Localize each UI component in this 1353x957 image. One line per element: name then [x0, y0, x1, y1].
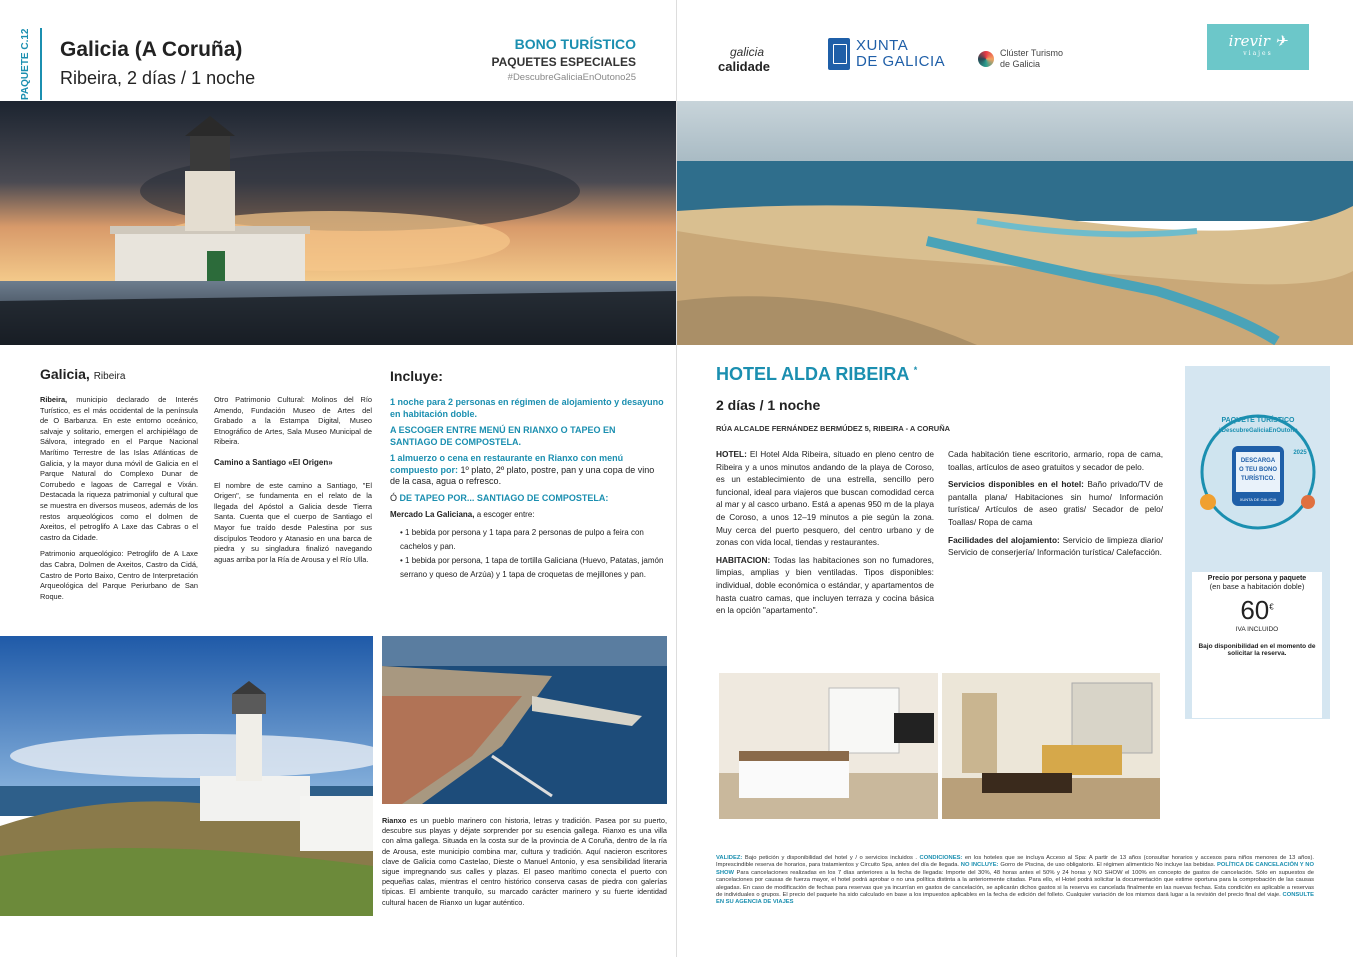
side-bar [40, 28, 42, 100]
price-amount: 60€ [1240, 595, 1274, 625]
terms-footer: VALIDEZ: Bajo petición y disponibilidad del hotel y / o servicios incluidos . CONDICIONES: en los hoteles que se incluya Acceso al Spa: A partir de 13 años (consultar horarios y accesos para niños menores de 13 años). Imprescindible reserva de horarios, para tratamientos y Circuito Spa, antes del día de llegada. NO INCLUYE: Gorro de Piscina, de uso obligatorio. El régimen alimenticio No incluye las bebidas. POLÍTICA DE CANCELACIÓN Y NO SHOW Para cancelaciones realizadas en los 7 días anteriores a la fecha de llegada: Importe del 30%, 48 horas antes el 50% y 24 horas y NO SHOW el 100% en concepto de gastos de cancelación. Sólo en supuestos de cancelaciones por causas de fuerza mayor, el hotel podrá aprobar o no una política distinta a la anteriormente citadas. Para ello, el Hotel podrá solicitar la documentación que estime oportuna para la comprobación de las causas alegadas. En caso de modificación de fechas para reservas que ya incurrían en gastos de cancelación, se aplicarán dichos gastos si la reserva es cancelada finalmente en las nuevas fechas. Esta condición es aplicable a reservas de individuales o grupos. El precio del paquete ha sido calculado en base a los impuestos aplicables en la fecha de edición del folleto. Cualquier variación de los mismos dará lugar a la revisión del precio final del viaje. CONSULTE EN SU AGENCIA DE VIAJES [716, 855, 1314, 906]
camino-heading: Camino a Santiago «El Origen» [214, 457, 333, 467]
bono-turistico-badge [1188, 402, 1328, 542]
hotel-services: Cada habitación tiene escritorio, armario, ropa de cama, toallas, artículos de aseo gratuitos y secador de pelo. Servicios disponibles en el hotel: Baño privado/TV de pantalla plana/ Habitaciones sin humo/ Información turística/ Artículos de aseo gratis/ Secador de pelo/ Toallas/ Ropa de cama Facilidades del alojamiento: Servicio de limpieza diario/ Servicio de conserjería/ Información turística/ Calefacción. [948, 449, 1164, 558]
rianxo-text: Rianxo es un pueblo marinero con historia, letras y tradición. Pasea por su puerto, descubre sus playas y déjate sorprender por su esencia gallega. Rianxo es una villa con alma gallega. Situada en la costa sur de la provincia de A Coruña, dentro de la ría de Arousa, este municipio combina mar, cultura y tradición. Aquí nacieron escritores clave de Galicia como Castelao, Dieste o Manuel Antonio, y esa sensibilidad literaria sigue impregnando sus calles y plazas. El paseo marítimo conecta el puerto con pequeñas calas, mientras el centro histórico conserva casas de piedra con galerías típicas. El ambiente tranquilo, su marcado carácter marinero y su fuerte identidad cultural hacen de Rianxo un lugar auténtico. [382, 816, 667, 907]
camino-column: Otro Patrimonio Cultural: Molinos del Río Amendo, Fundación Museo de Artes del Grabado a la Estampa Digital, Museo Etnográfico de Artes, Sala Museo Municipal de Ribeira. Camino a Santiago «El Origen» El nombre de este camino a Santiago, "El Origen", se fundamenta en el relato de la llegada del Apóstol a Galicia desde Tierra Santa. Cuenta que el cuerpo de Santiago el Mayor fue traído desde Palestina por sus discípulos Teodoro y Atanasio en una barca de piedra y su singladura finalizó navegando aguas arriba por la Ría de Arousa y el Río Ulla. [214, 395, 372, 564]
hotel-address: RÚA ALCALDE FERNÁNDEZ BERMÚDEZ 5, RIBEIRA - A CORUÑA [716, 424, 951, 433]
galicia-heading: Galicia, Ribeira [40, 366, 126, 382]
cluster-swirl-icon [978, 51, 994, 67]
price-label1: Precio por persona y paquete [1207, 575, 1307, 582]
price-label2: (en base a habitación doble) [1209, 582, 1305, 591]
badge-year: 2025 [1293, 450, 1307, 456]
badge-descarga1: DESCARGA [1240, 458, 1276, 464]
list-item: • 1 bebida por persona y 1 tapa para 2 personas de pulpo a feira con cachelos y pan. [400, 526, 664, 554]
ribeira-column: Ribeira, municipio declarado de Interés Turístico, es el más occidental de la península de O Barbanza. En este entorno oceánico, salvaje y solitario, emergen el archipiélago de Sálvora, integrado en el Parque Nacional Marítimo Terrestre de las Islas Atlánticas de Galicia, y la mayor duna móvil de Galicia en el Parque Natural do Complexo Dunar de Corrubedo e lagoas de Carregal e Vixán. Destacada la riqueza patrimonial y cultural que se muestra en diversos museos, además de los restos arqueológicos como el dolmen de Axeitos, el petroglifo A Laxe das Cabras o el castro da Cidade. Patrimonio arqueológico: Petroglifo de A Laxe das Cabra, Dolmen de Axeitos, Castro da Cidá, Castro de Porto Baixo, Centro de Interpretación Arqueológica del Parque Periurbano de San Roque. [40, 395, 198, 601]
incluye-list: 1 noche para 2 personas en régimen de alojamiento y desayuno en habitación doble. A ESCOGER ENTRE MENÚ EN RIANXO O TAPEO EN SANTIAGO DE COMPOSTELA. 1 almuerzo o cena en restaurante en Rianxo con menú compuesto por: 1º plato, 2º plato, postre, pan y una copa de vino de la casa, agua o refresco. Ó DE TAPEO POR... SANTIAGO DE COMPOSTELA: Mercado La Galiciana, a escoger entre: • 1 bebida por persona y 1 tapa para 2 personas de pulpo a feira con cachelos y pan. • 1 bebida por persona, 1 tapa de tortilla Galiciana (Huevo, Patatas, jamón serrano y queso de Arzúa) y 1 tapa de croquetas de mejillones y pan. [390, 397, 664, 582]
list-item: • 1 bebida por persona, 1 tapa de tortilla Galiciana (Huevo, Patatas, jamón serrano y queso de Arzúa) y 1 tapa de croquetas de mejillones y pan. [400, 554, 664, 582]
badge-top: PAQUETE TURÍSTICO [1221, 417, 1295, 424]
arqueologico-text: Patrimonio arqueológico: Petroglifo de A Laxe das Cabra, Dolmen de Axeitos, Castro da Cidá, Castro de Porto Baixo, Centro de Interpretación Arqueológica del Parque Periurbano de San Roque. [40, 549, 198, 601]
lighthouse-sunset-photo [0, 101, 676, 345]
hotel-bedroom-photo [719, 673, 938, 819]
bono-header [470, 36, 636, 83]
incluye-heading: Incluye: [390, 368, 443, 384]
badge-hashtag: #DescubreGaliciaEnOutono [1218, 428, 1298, 434]
hotel-name: HOTEL ALDA RIBEIRA * [716, 364, 918, 384]
duration: 2 días / 1 noche [716, 397, 821, 413]
badge-descarga3: TURÍSTICO. [1241, 476, 1275, 482]
cluster-turismo-logo: Clúster Turismo de Galicia [978, 48, 1063, 70]
xunta-logo: XUNTA DE GALICIA [828, 38, 945, 70]
corrubedo-aerial-photo [677, 101, 1353, 345]
bono-hashtag: #DescubreGaliciaEnOutono25 [507, 72, 636, 83]
badge-xunta: XUNTA DE GALICIA [1239, 497, 1277, 502]
rianxo-aerial-photo [382, 636, 667, 804]
page-subtitle: Ribeira, 2 días / 1 noche [60, 68, 256, 88]
hotel-description: HOTEL: El Hotel Alda Ribeira, situado en pleno centro de Ribeira y a unos minutos andando de la playa de Coroso, es un establecimiento de una estrella, sencillo pero funcional, ideal para viajeros que buscan comodidad cerca al mar y al casco urbano. Está a apenas 950 m de la playa de Coroso, a unos 12–19 minutos a pie según la zona. Muy cerca del puerto pesquero, del centro urbano y de zonas con vida local, tiendas y restaurantes. HABITACION: Todas las habitaciones son no fumadores, limpias, amplias y bien ventiladas. Tipos disponibles: individual, doble económica o estándar, y apartamentos de hasta cuatro camas, que incluyen terraza y cocina básica en la opción "apartamento". [716, 449, 934, 616]
page-title: Galicia (A Coruña) [60, 38, 243, 61]
price-note: Bajo disponibilidad en el momento de solicitar la reserva. [1198, 643, 1316, 657]
side-tab: PAQUETE C.12 [20, 28, 31, 100]
lighthouse-day-photo [0, 636, 373, 916]
price-card [1192, 572, 1322, 718]
bono-line1: BONO TURÍSTICO [514, 36, 636, 52]
badge-descarga2: O TEU BONO [1238, 467, 1278, 473]
xunta-shield-icon [828, 38, 850, 70]
price-iva: IVA INCLUIDO [1235, 626, 1279, 633]
hotel-lounge-photo [942, 673, 1160, 819]
galicia-calidade-logo: galicia calidade [718, 45, 771, 74]
irevir-logo: irevir ✈ viajes [1207, 24, 1309, 70]
bono-line2: PAQUETES ESPECIALES [491, 55, 636, 69]
